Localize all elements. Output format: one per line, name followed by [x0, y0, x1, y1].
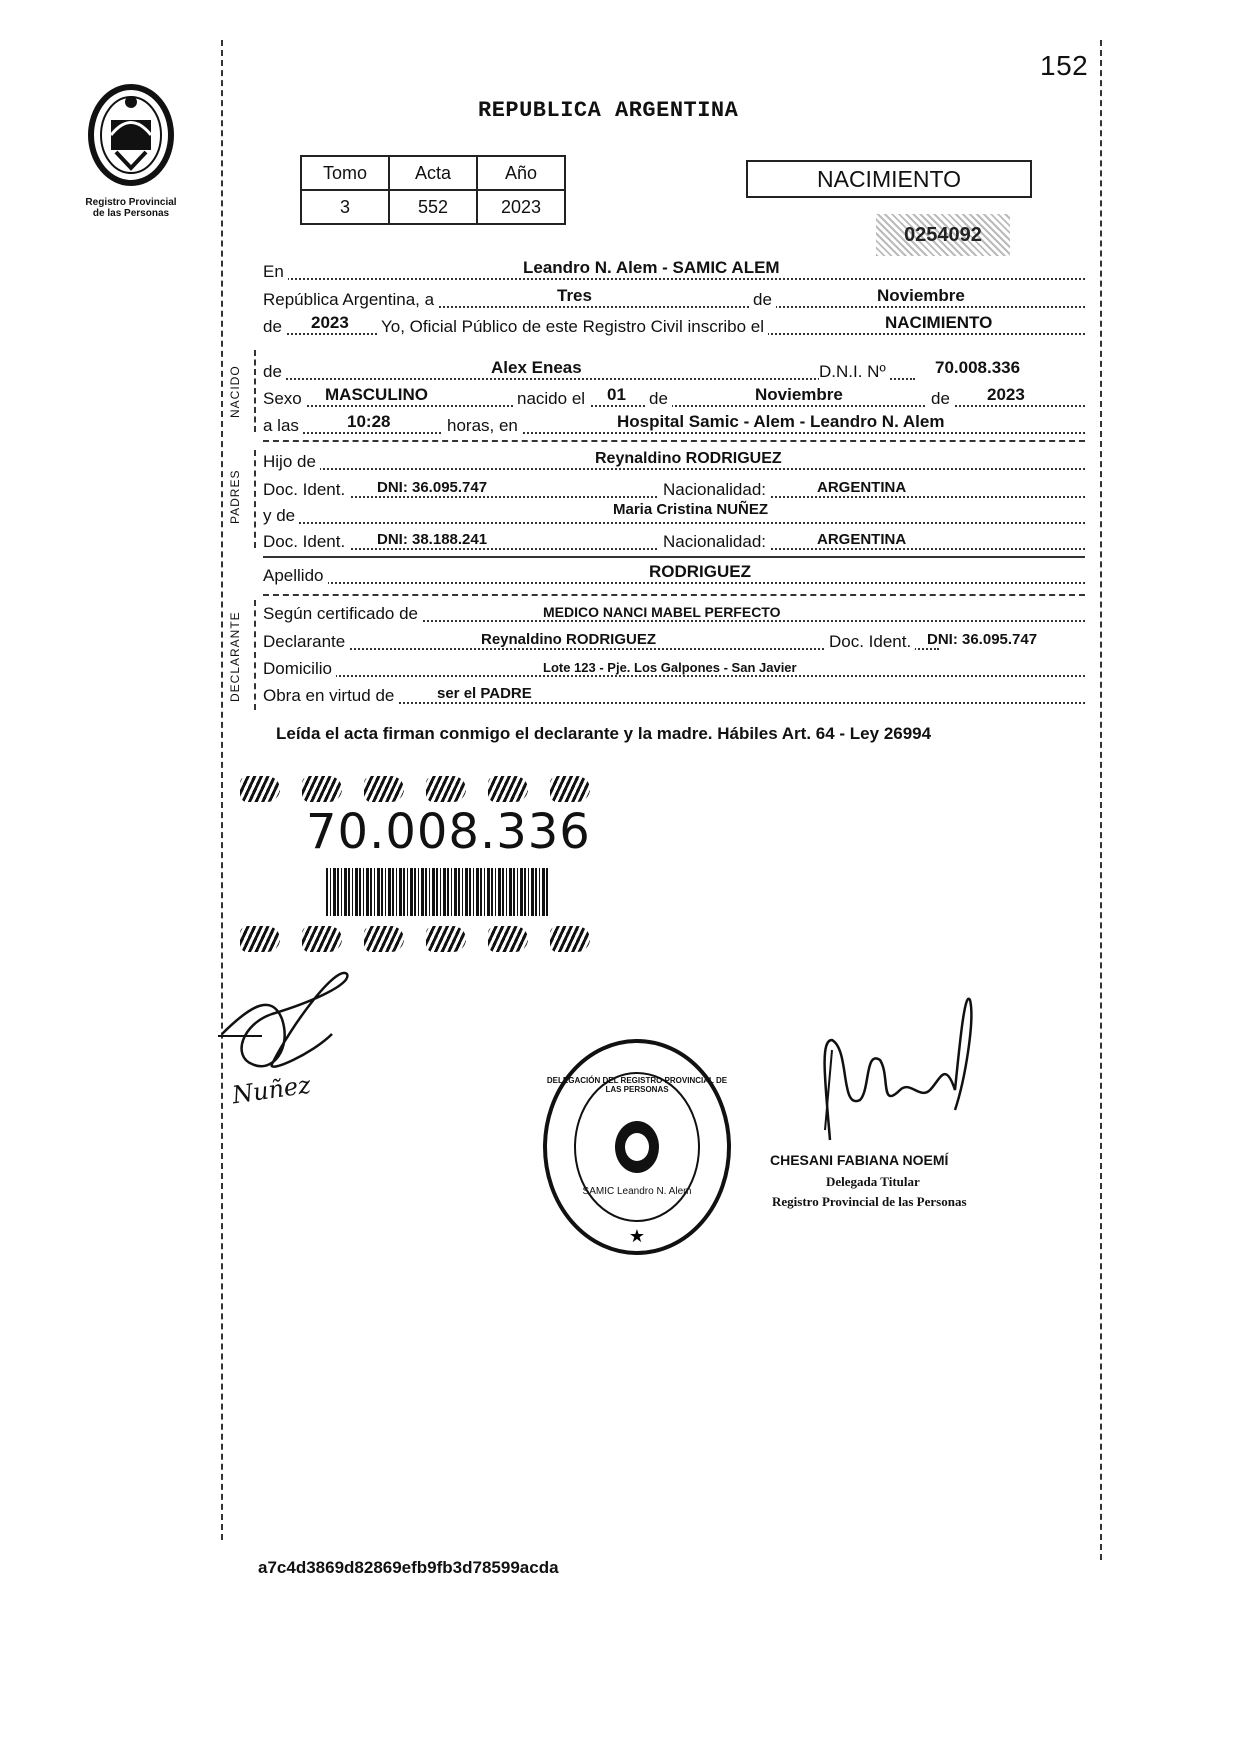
coat-of-arms-icon	[76, 80, 186, 190]
anio-row-de: de	[263, 317, 286, 337]
declarante-section-label: DECLARANTE	[228, 611, 242, 702]
declarante-doc: DNI: 36.095.747	[927, 631, 1038, 648]
fecha-row	[263, 286, 1085, 312]
madre-row	[263, 502, 1085, 528]
nacido-hora-row	[263, 412, 1085, 438]
padre-doc-label: Doc. Ident.	[263, 480, 349, 500]
seal-icon	[540, 1036, 734, 1258]
province-logo	[76, 80, 186, 230]
padre-nac: ARGENTINA	[817, 479, 907, 496]
madre-nac-label: Nacionalidad:	[659, 532, 770, 552]
signature-scribble-icon	[770, 980, 1000, 1160]
anio-row-acto: NACIMIENTO	[885, 313, 993, 332]
horas-en-label: horas, en	[443, 416, 522, 436]
hora-value: 10:28	[347, 412, 391, 431]
nacido-bracket	[254, 350, 256, 432]
anio-row-anio: 2023	[311, 313, 349, 332]
nacido-anio: 2023	[987, 385, 1025, 404]
domicilio-label: Domicilio	[263, 659, 336, 679]
nacido-de1: de	[645, 389, 672, 409]
signer-role: Delegada Titular	[826, 1174, 920, 1189]
declarante-doc-label: Doc. Ident.	[825, 632, 915, 652]
obra-value: ser el PADRE	[437, 685, 532, 702]
signer-org: Registro Provincial de las Personas	[772, 1194, 967, 1209]
nacido-dni: 70.008.336	[935, 358, 1021, 377]
nacido-section-label: NACIDO	[228, 365, 242, 418]
nacido-mes: Noviembre	[755, 385, 843, 404]
sexo-value: MASCULINO	[325, 385, 428, 404]
anio-row-texto: Yo, Oficial Público de este Registro Civil inscribo el	[377, 317, 768, 337]
sticker-bottom-pattern	[240, 926, 690, 954]
document-hash: a7c4d3869d82869efb9fb3d78599acda	[258, 1558, 559, 1577]
closing-note: Leída el acta firman conmigo el declarante y la madre. Hábiles Art. 64 - Ley 26994	[276, 724, 932, 743]
apellido-value: RODRIGUEZ	[649, 562, 751, 581]
acta-value: 552	[389, 190, 477, 224]
madre-doc: DNI: 38.188.241	[377, 531, 488, 548]
nacido-lugar: Hospital Samic - Alem - Leandro N. Alem	[617, 412, 945, 431]
logo-caption-line1: Registro Provincial	[85, 197, 177, 208]
tomo-header: Tomo	[301, 156, 389, 190]
nacido-nombre: Alex Eneas	[491, 358, 582, 377]
right-margin-line	[1100, 40, 1102, 1560]
seal-ring-text: DELEGACIÓN DEL REGISTRO PROVINCIAL DE LAS PERSONAS	[546, 1076, 728, 1094]
nacido-sexo-row	[263, 385, 1085, 411]
padre-doc: DNI: 36.095.747	[377, 479, 488, 496]
anio-value: 2023	[477, 190, 565, 224]
sticker-dni: 70.008.336	[306, 804, 591, 860]
fecha-label: República Argentina, a	[263, 290, 438, 310]
padre-nac-label: Nacionalidad:	[659, 480, 770, 500]
madre-nombre: Maria Cristina NUÑEZ	[613, 501, 769, 518]
certificado-value: MEDICO NANCI MABEL PERFECTO	[543, 604, 781, 620]
domicilio-row	[263, 655, 1085, 681]
obra-label: Obra en virtud de	[263, 686, 398, 706]
page-number: 152	[1040, 50, 1089, 81]
nacido-separator	[263, 440, 1085, 442]
fecha-mes: Noviembre	[877, 286, 965, 305]
apellido-label: Apellido	[263, 566, 328, 586]
padres-separator	[263, 556, 1085, 558]
y-de-label: y de	[263, 506, 299, 526]
acta-reference-table	[300, 155, 566, 225]
document-title: REPUBLICA ARGENTINA	[478, 98, 739, 123]
declarante-nombre: Reynaldino RODRIGUEZ	[481, 631, 657, 648]
nacido-el-label: nacido el	[513, 389, 589, 409]
certificado-label: Según certificado de	[263, 604, 422, 624]
seal-inner-text: SAMIC Leandro N. Alem	[582, 1186, 692, 1197]
left-signature-text: Nuñez	[230, 1070, 313, 1110]
madre-doc-label: Doc. Ident.	[263, 532, 349, 552]
anio-row	[263, 313, 1085, 339]
stamp-code: 0254092	[876, 214, 1010, 256]
anio-header: Año	[477, 156, 565, 190]
apellido-separator	[263, 594, 1085, 596]
apellido-row	[263, 562, 1085, 588]
left-signature	[212, 964, 382, 1124]
certificado-row	[263, 600, 1085, 626]
acta-header: Acta	[389, 156, 477, 190]
declarante-bracket	[254, 600, 256, 710]
sexo-label: Sexo	[263, 389, 306, 409]
sticker-barcode	[326, 868, 550, 916]
declarante-row	[263, 628, 1085, 654]
svg-text:★: ★	[628, 1226, 646, 1247]
declarante-label: Declarante	[263, 632, 349, 652]
hijo-de-label: Hijo de	[263, 452, 320, 472]
madre-nac: ARGENTINA	[817, 531, 907, 548]
fecha-dia: Tres	[557, 286, 592, 305]
padre-doc-row	[263, 476, 1085, 502]
nacido-de2: de	[927, 389, 954, 409]
nacido-nombre-row	[263, 358, 1085, 384]
sticker-top-pattern	[240, 776, 690, 804]
right-signature	[770, 980, 1000, 1160]
lugar-row	[263, 258, 1085, 284]
obra-row	[263, 682, 1085, 708]
signer-name: CHESANI FABIANA NOEMÍ	[770, 1152, 949, 1168]
fecha-de: de	[749, 290, 776, 310]
logo-caption-line2: de las Personas	[92, 208, 170, 219]
official-seal	[540, 1036, 734, 1258]
padres-section-label: PADRES	[228, 469, 242, 524]
domicilio-value: Lote 123 - Pje. Los Galpones - San Javier	[543, 660, 797, 675]
nacido-dia: 01	[607, 385, 626, 404]
nacido-dni-label: D.N.I. Nº	[819, 362, 890, 382]
padre-nombre: Reynaldino RODRIGUEZ	[595, 450, 782, 467]
left-margin-line	[221, 40, 223, 1540]
padre-row	[263, 448, 1085, 474]
tomo-value: 3	[301, 190, 389, 224]
hora-label: a las	[263, 416, 303, 436]
nacido-nombre-label: de	[263, 362, 286, 382]
padres-bracket	[254, 450, 256, 548]
madre-doc-row	[263, 528, 1085, 554]
lugar-value: Leandro N. Alem - SAMIC ALEM	[523, 258, 780, 277]
act-type-box: NACIMIENTO	[746, 160, 1032, 198]
lugar-label: En	[263, 262, 288, 282]
